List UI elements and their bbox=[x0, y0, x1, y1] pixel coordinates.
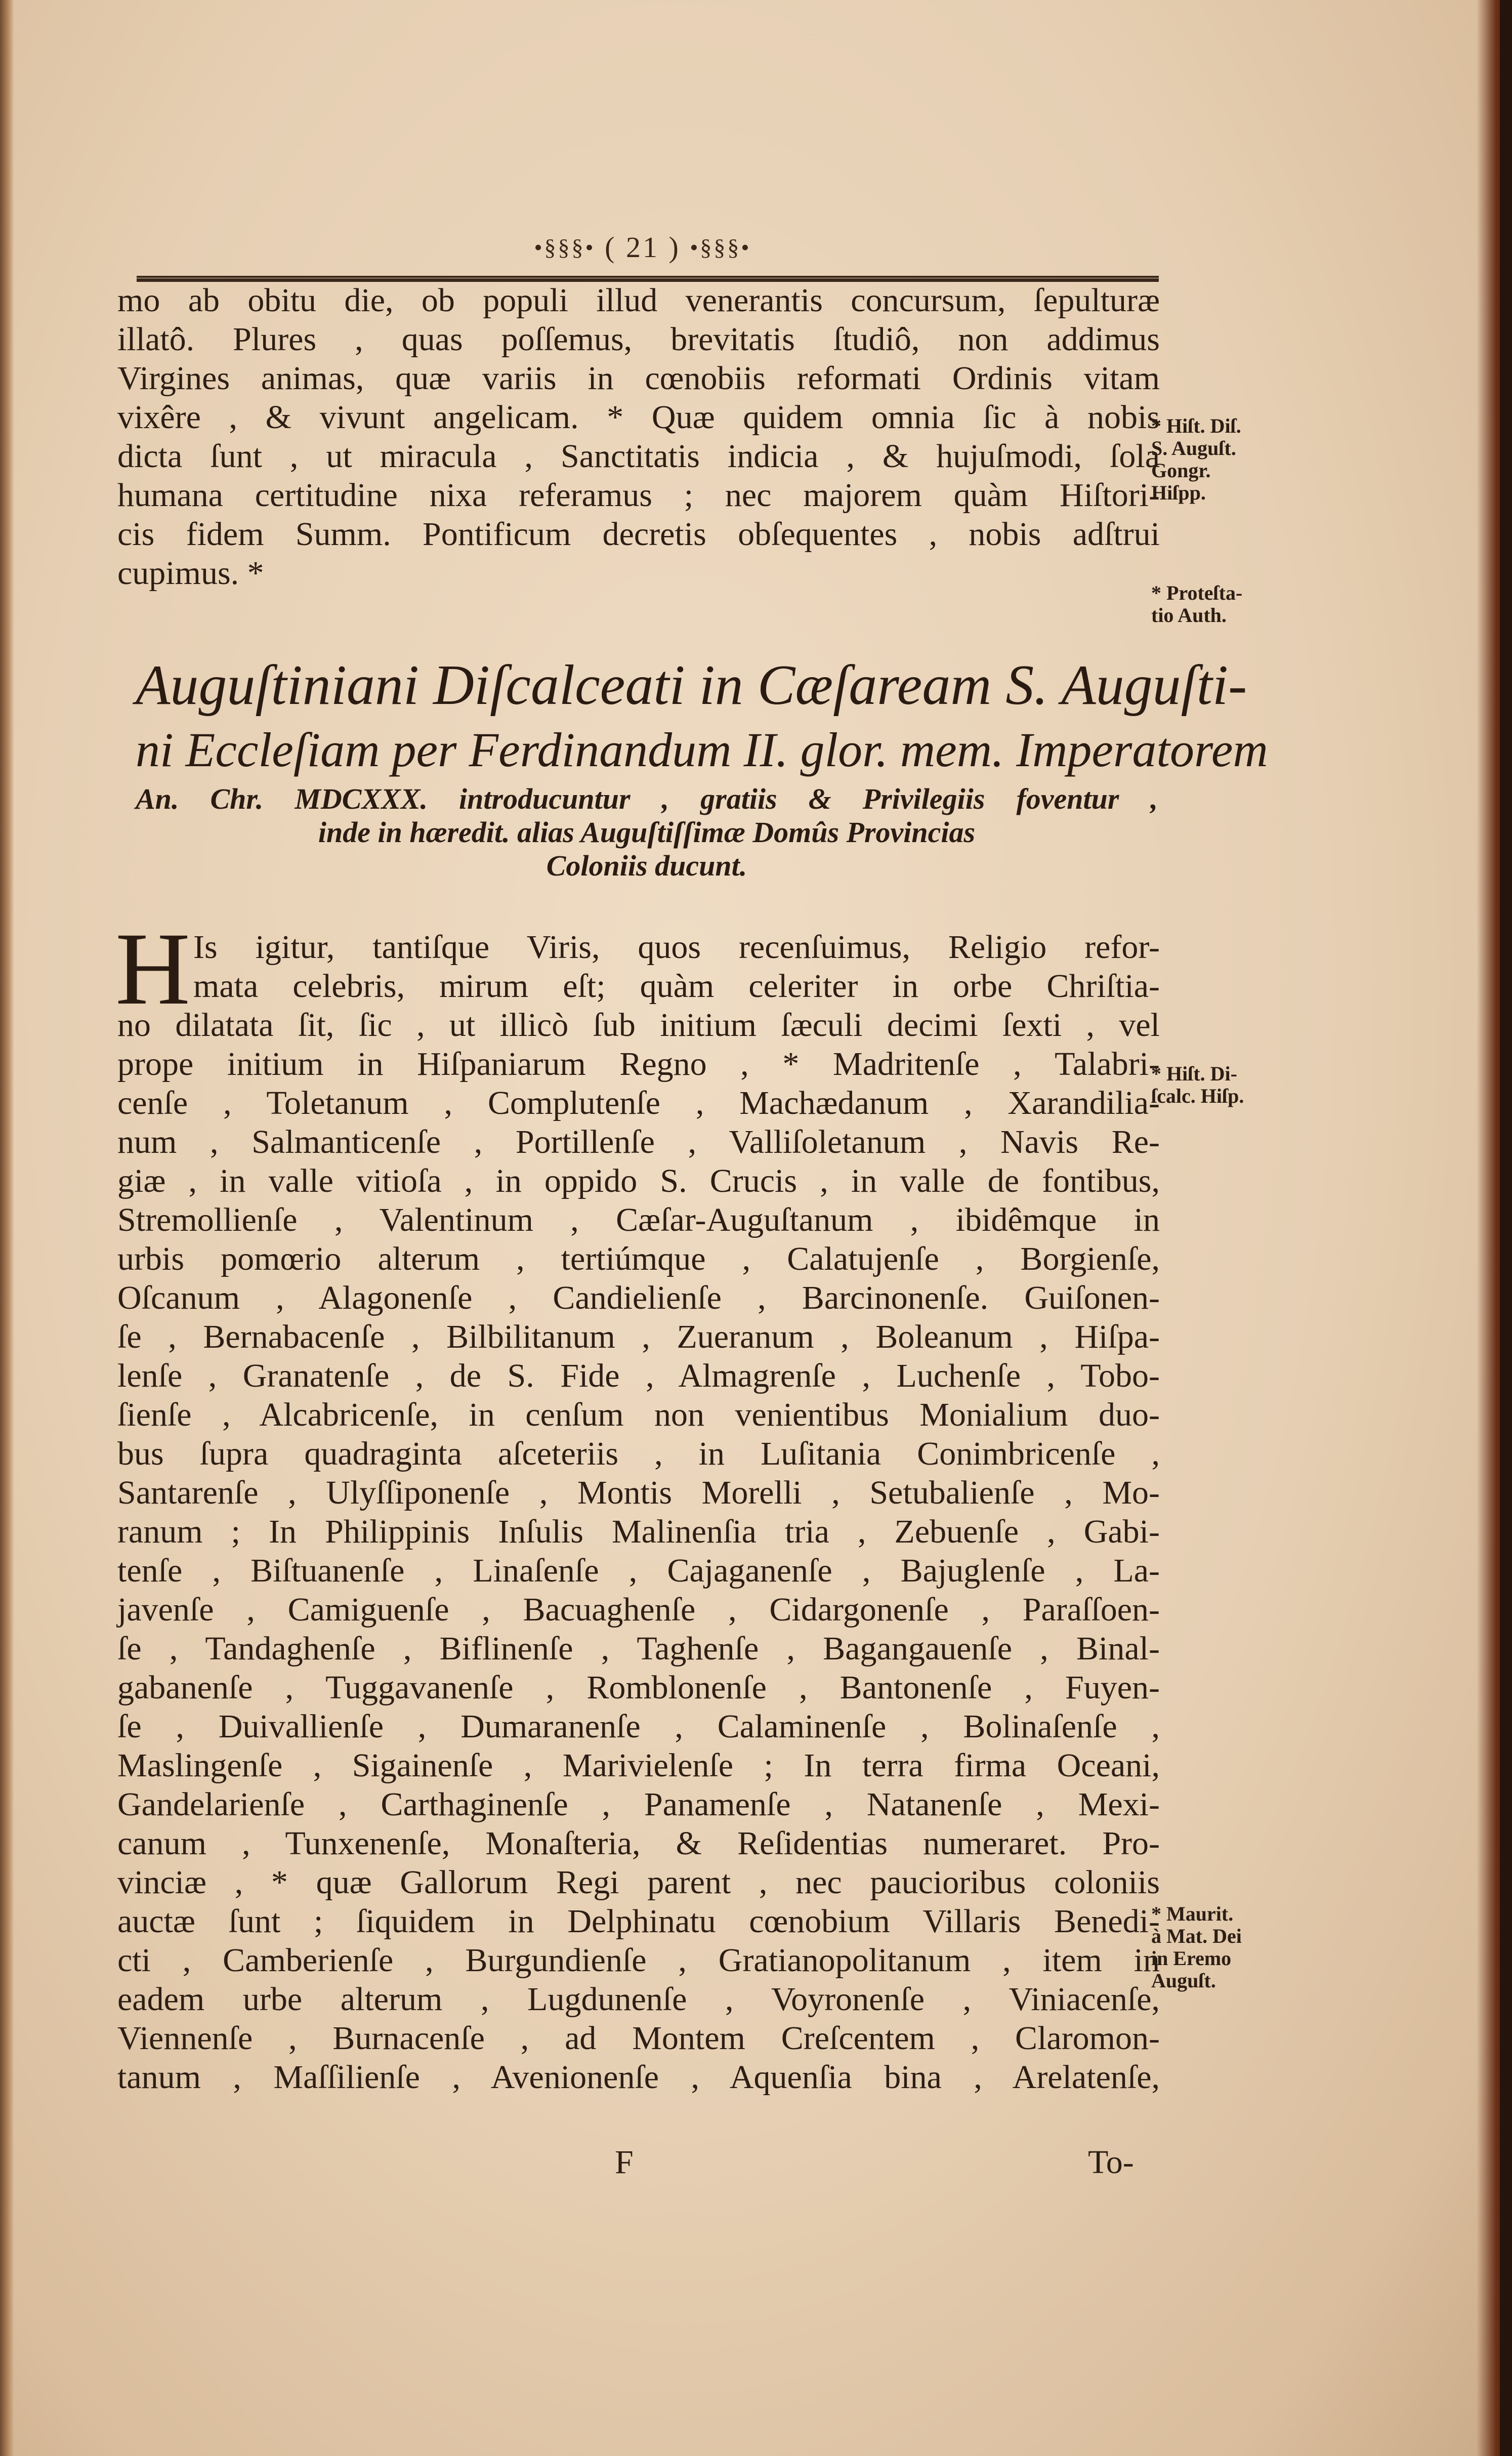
title-subline: An. Chr. MDCXXX. introducuntur , gratiis & Privilegiis foventur , bbox=[136, 782, 1158, 815]
text-line: humana certitudine nixa referamus ; nec majorem quàm Hiſtori- bbox=[117, 477, 1160, 514]
text-line: cis fidem Summ. Pontificum decretis obſequentes , nobis adſtrui bbox=[117, 516, 1160, 553]
text-line: mo ab obitu die, ob populi illud venerantis concursum, ſepulturæ bbox=[117, 282, 1160, 319]
text-line: ſe , Duivallienſe , Dumaranenſe , Calaminenſe , Bolinaſenſe , bbox=[117, 1708, 1160, 1745]
text-line: no dilatata ſit, ſic , ut illicò ſub initium ſæculi decimi ſexti , vel bbox=[117, 1007, 1160, 1044]
text-line: Is igitur, tantiſque Viris, quos recenſuimus, Religio refor- bbox=[193, 929, 1160, 966]
text-line: num , Salmanticenſe , Portillenſe , Valliſoletanum , Navis Re- bbox=[117, 1123, 1160, 1160]
text-line: eadem urbe alterum , Lugdunenſe , Voyronenſe , Viniacenſe, bbox=[117, 1981, 1160, 2018]
title-subline: inde in hæredit. alias Auguſtiſſimæ Domûs Provincias bbox=[318, 816, 976, 849]
text-line: Virgines animas, quæ variis in cœnobiis reformati Ordinis vitam bbox=[117, 360, 1160, 397]
text-line: ſe , Bernabacenſe , Bilbilitanum , Zueranum , Boleanum , Hiſpa- bbox=[117, 1318, 1160, 1355]
text-line: Oſcanum , Alagonenſe , Candielienſe , Barcinonenſe. Guiſonen- bbox=[117, 1279, 1160, 1316]
text-line: bus ſupra quadraginta aſceteriis , in Luſitania Conimbricenſe , bbox=[117, 1435, 1160, 1472]
catchword: To- bbox=[1088, 2144, 1134, 2181]
text-line: vixêre , & vivunt angelicam. * Quæ quidem omnia ſic à nobis bbox=[117, 399, 1160, 436]
text-line: lenſe , Granatenſe , de S. Fide , Almagrenſe , Luchenſe , Tobo- bbox=[117, 1357, 1160, 1394]
left-ornament: •§§§• bbox=[534, 234, 596, 260]
margin-note-hist-discalc: * Hiſt. Di- ſcalc. Hiſp. bbox=[1151, 1062, 1244, 1107]
margin-note-maurit: * Maurit. à Mat. Dei in Eremo Auguſt. bbox=[1151, 1902, 1242, 1992]
text-line: cti , Camberienſe , Burgundienſe , Gratianopolitanum , item in bbox=[117, 1942, 1160, 1979]
text-line: illatô. Plures , quas poſſemus, brevitatis ſtudiô, non addimus bbox=[117, 321, 1160, 358]
drop-cap: H bbox=[115, 911, 191, 1026]
paragraph-2 bbox=[117, 928, 1160, 2097]
text-line: urbis pomœrio alterum , tertiúmque , Calatujenſe , Borgienſe, bbox=[117, 1240, 1160, 1277]
paragraph-1 bbox=[117, 281, 1160, 593]
text-line: ſienſe , Alcabricenſe, in cenſum non venientibus Monialium duo- bbox=[117, 1396, 1160, 1433]
text-line: cenſe , Toletanum , Complutenſe , Machædanum , Xarandilia- bbox=[117, 1085, 1160, 1121]
signature-mark: F bbox=[615, 2144, 634, 2181]
text-line: Maslingenſe , Sigainenſe , Marivielenſe ; In terra firma Oceani, bbox=[117, 1747, 1160, 1784]
text-line: giæ , in valle vitioſa , in oppido S. Crucis , in valle de fontibus, bbox=[117, 1162, 1160, 1199]
text-line: ranum ; In Philippinis Inſulis Malinenſia tria , Zebuenſe , Gabi- bbox=[117, 1513, 1160, 1550]
running-head bbox=[486, 230, 800, 264]
text-line: cupimus. * bbox=[117, 555, 264, 592]
section-title bbox=[136, 653, 1268, 883]
text-line: javenſe , Camiguenſe , Bacuaghenſe , Cidargonenſe , Paraſſoen- bbox=[117, 1591, 1160, 1628]
page-spine-shadow bbox=[0, 0, 14, 2456]
text-line: canum , Tunxenenſe, Monaſteria, & Reſidentias numeraret. Pro- bbox=[117, 1825, 1160, 1862]
right-ornament: •§§§• bbox=[690, 234, 751, 260]
margin-note-protestatio: * Proteſta- tio Auth. bbox=[1151, 581, 1243, 627]
text-line: Viennenſe , Burnacenſe , ad Montem Creſcentem , Claromon- bbox=[117, 2020, 1160, 2057]
text-line: tanum , Maſſilienſe , Avenionenſe , Aquenſia bina , Arelatenſe, bbox=[117, 2059, 1160, 2096]
text-line: tenſe , Biſtuanenſe , Linaſenſe , Cajaganenſe , Bajuglenſe , La- bbox=[117, 1552, 1160, 1589]
text-line: auctæ ſunt ; ſiquidem in Delphinatu cœnobium Villaris Benedi- bbox=[117, 1903, 1160, 1940]
text-line: gabanenſe , Tuggavanenſe , Romblonenſe , Bantonenſe , Fuyen- bbox=[117, 1669, 1160, 1706]
page-edge-dark bbox=[1500, 0, 1512, 2456]
title-line: ni Eccleſiam per Ferdinandum II. glor. mem. Imperatorem bbox=[136, 723, 1268, 777]
text-line: prope initium in Hiſpaniarum Regno , * Madritenſe , Talabri- bbox=[117, 1046, 1160, 1083]
margin-note-hist-disc: * Hiſt. Diſ. S. Auguſt. Gongr. Hiſpp. bbox=[1151, 414, 1241, 504]
text-line: Gandelarienſe , Carthaginenſe , Panamenſe , Natanenſe , Mexi- bbox=[117, 1786, 1160, 1823]
title-subline: Coloniis ducunt. bbox=[546, 849, 747, 882]
text-line: dicta ſunt , ut miracula , Sanctitatis indicia , & hujuſmodi, ſola bbox=[117, 438, 1160, 475]
text-line: Stremollienſe , Valentinum , Cæſar-Auguſtanum , ibidêmque in bbox=[117, 1201, 1160, 1238]
text-line: Santarenſe , Ulyſſiponenſe , Montis Morelli , Setubalienſe , Mo- bbox=[117, 1474, 1160, 1511]
title-line: Auguſtiniani Diſcalceati in Cæſaream S. Auguſti- bbox=[136, 654, 1247, 717]
text-line: mata celebris, mirum eſt; quàm celeriter in orbe Chriſtia- bbox=[193, 968, 1160, 1005]
text-line: ſe , Tandaghenſe , Biflinenſe , Taghenſe , Bagangauenſe , Binal- bbox=[117, 1630, 1160, 1667]
text-line: vinciæ , * quæ Gallorum Regi parent , nec paucioribus coloniis bbox=[117, 1864, 1160, 1901]
page-number: ( 21 ) bbox=[605, 231, 681, 264]
